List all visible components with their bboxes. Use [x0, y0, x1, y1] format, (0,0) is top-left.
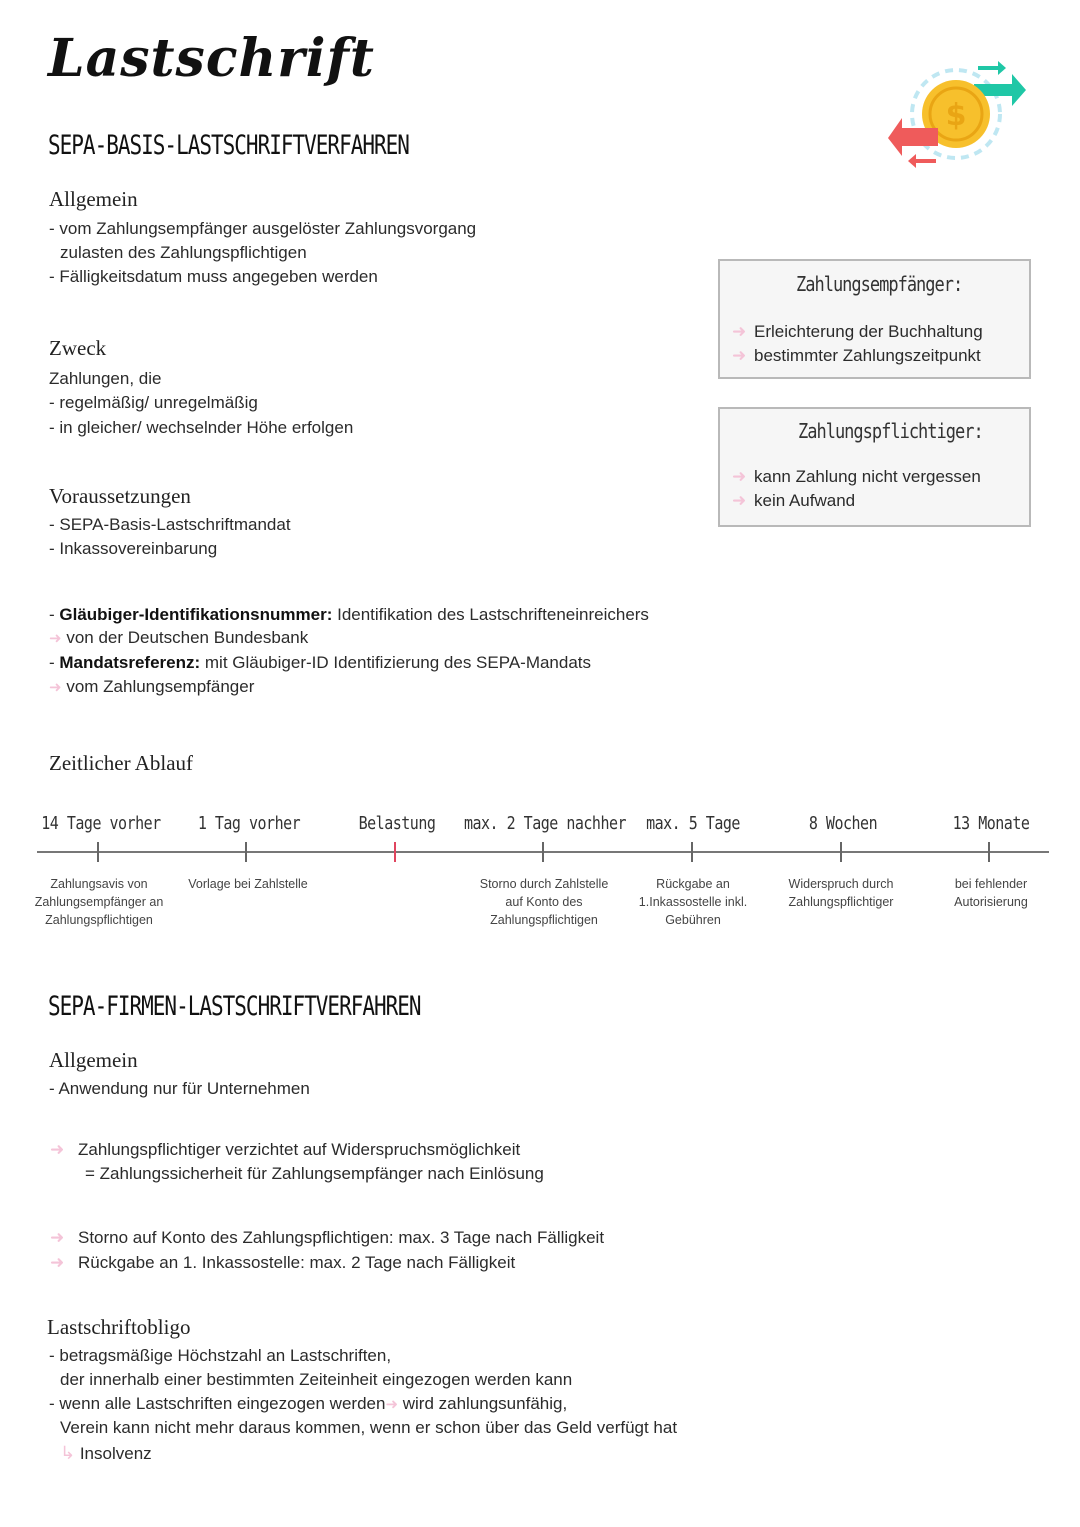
mandatsreferenz-sub	[49, 677, 254, 697]
arrow-right-icon: ➜	[50, 1253, 65, 1272]
box-item	[732, 467, 981, 487]
arrow-right-icon: ➜	[50, 1228, 65, 1247]
arrow-right-icon: ➜	[732, 491, 747, 510]
zweck-line: - regelmäßig/ unregelmäßig	[49, 393, 258, 412]
timeline-label: 13 Monate	[952, 812, 1030, 834]
timeline-label: 14 Tage vorher	[41, 812, 161, 834]
box-item-text: bestimmter Zahlungszeitpunkt	[754, 346, 981, 365]
arrow-right-icon: ➜	[49, 630, 62, 647]
timeline-tick	[542, 842, 544, 862]
arrow-right-icon: ➜	[385, 1396, 399, 1413]
allgemein-line: - vom Zahlungsempfänger ausgelöster Zahlungsvorgang	[49, 219, 477, 238]
zweck-line: Zahlungen, die	[49, 369, 162, 388]
timeline-tick	[691, 842, 693, 862]
box-heading: Zahlungsempfänger:	[796, 273, 963, 297]
timeline-desc: Vorlage bei Zahlstelle	[188, 877, 308, 891]
zweck-line: - in gleicher/ wechselnder Höhe erfolgen	[49, 418, 354, 437]
box-zahlungspflichtiger	[718, 407, 1031, 527]
timeline-label: max. 5 Tage	[646, 812, 740, 834]
obligo-line: Verein kann nicht mehr daraus kommen, wenn er schon über das Geld verfügt hat	[60, 1418, 678, 1437]
timeline-tick	[245, 842, 247, 862]
arrow-right-icon: ➜	[50, 1140, 65, 1159]
frist-text: Storno auf Konto des Zahlungspflichtigen: max. 3 Tage nach Fälligkeit	[78, 1228, 605, 1247]
mandatsreferenz-line: - Mandatsreferenz: mit Gläubiger-ID Identifizierung des SEPA-Mandats	[49, 653, 592, 672]
glaeubiger-id-sub-text: von der Deutschen Bundesbank	[66, 628, 309, 647]
box-zahlungsempfaenger	[718, 259, 1031, 379]
allgemein-line: zulasten des Zahlungspflichtigen	[60, 243, 307, 262]
firmen-allgemein-line: - Anwendung nur für Unternehmen	[49, 1079, 310, 1098]
verzicht-line-2: = Zahlungssicherheit für Zahlungsempfänger nach Einlösung	[85, 1164, 544, 1183]
heading-allgemein: Allgemein	[49, 187, 138, 211]
box-item	[732, 346, 981, 366]
coin-exchange-icon	[886, 58, 1028, 170]
heading-voraussetzungen: Voraussetzungen	[49, 484, 191, 508]
glaeubiger-id-text: Identifikation des Lastschrifteneinreichers	[332, 605, 649, 624]
arrow-right-icon: ➜	[732, 346, 747, 365]
page-title: Lastschrift	[48, 28, 375, 89]
arrow-right-icon: ➜	[49, 679, 62, 696]
mandatsreferenz-text: mit Gläubiger-ID Identifizierung des SEPA-Mandats	[200, 653, 592, 672]
box-item	[732, 491, 855, 511]
box-item-text: kein Aufwand	[754, 491, 856, 510]
allgemein-line: - Fälligkeitsdatum muss angegeben werden	[49, 267, 378, 286]
mandatsreferenz-label: Mandatsreferenz:	[59, 653, 201, 672]
frist-line	[50, 1253, 515, 1273]
frist-text: Rückgabe an 1. Inkassostelle: max. 2 Tage nach Fälligkeit	[78, 1253, 516, 1272]
glaeubiger-id-label: Gläubiger-Identifikationsnummer:	[59, 605, 333, 624]
timeline-label: Belastung	[358, 812, 436, 834]
heading-lastschriftobligo: Lastschriftobligo	[47, 1315, 191, 1339]
arrow-turn-right-icon: ↳	[60, 1443, 76, 1463]
verzicht-text: Zahlungspflichtiger verzichtet auf Widerspruchsmöglichkeit	[78, 1140, 521, 1159]
section-heading-firmen: SEPA-FIRMEN-LASTSCHRIFTVERFAHREN	[48, 991, 421, 1021]
obligo-text: wird zahlungsunfähig,	[398, 1394, 568, 1413]
timeline-desc: Storno durch Zahlstelle auf Konto des Zahlungspflichtigen	[479, 877, 609, 927]
mandatsreferenz-sub-text: vom Zahlungsempfänger	[66, 677, 255, 696]
arrow-right-icon: ➜	[732, 322, 747, 341]
voraussetzungen-line: - SEPA-Basis-Lastschriftmandat	[49, 515, 291, 534]
timeline-tick	[840, 842, 842, 862]
timeline-label: 1 Tag vorher	[197, 812, 301, 834]
timeline-label: 8 Wochen	[808, 812, 878, 834]
box-heading: Zahlungspflichtiger:	[798, 420, 983, 444]
timeline-tick-belastung	[394, 842, 396, 862]
frist-line	[50, 1228, 604, 1248]
timeline-desc: Widerspruch durch Zahlungspflichtiger	[788, 877, 894, 909]
timeline-desc: Rückgabe an 1.Inkassostelle inkl. Gebühren	[638, 877, 748, 927]
voraussetzungen-line: - Inkassovereinbarung	[49, 539, 218, 558]
box-item	[732, 322, 983, 342]
arrow-right-icon: ➜	[732, 467, 747, 486]
heading-allgemein-firmen: Allgemein	[49, 1048, 138, 1072]
svg-text:$: $	[945, 98, 967, 133]
timeline-desc: Zahlungsavis von Zahlungsempfänger an Zahlungspflichtigen	[34, 877, 164, 927]
glaeubiger-id-sub	[49, 628, 308, 648]
heading-zweck: Zweck	[49, 336, 107, 360]
timeline-tick	[988, 842, 990, 862]
obligo-line: - betragsmäßige Höchstzahl an Lastschriften,	[49, 1346, 392, 1365]
heading-zeitlicher-ablauf: Zeitlicher Ablauf	[49, 751, 194, 775]
obligo-insolvenz-line	[60, 1443, 152, 1464]
section-heading-basis: SEPA-BASIS-LASTSCHRIFTVERFAHREN	[48, 130, 409, 160]
glaeubiger-id-line: - Gläubiger-Identifikationsnummer: Identifikation des Lastschrifteneinreichers	[49, 605, 649, 624]
timeline-tick	[97, 842, 99, 862]
verzicht-line	[50, 1140, 520, 1160]
timeline-label: max. 2 Tage nachher	[463, 812, 627, 834]
obligo-line	[49, 1394, 567, 1414]
timeline-desc: bei fehlender Autorisierung	[954, 877, 1028, 909]
box-item-text: Erleichterung der Buchhaltung	[754, 322, 983, 341]
obligo-insolvenz-text: Insolvenz	[79, 1444, 152, 1463]
box-item-text: kann Zahlung nicht vergessen	[754, 467, 981, 486]
obligo-text: - wenn alle Lastschriften eingezogen werden	[49, 1394, 386, 1413]
obligo-line: der innerhalb einer bestimmten Zeiteinheit eingezogen werden kann	[60, 1370, 573, 1389]
